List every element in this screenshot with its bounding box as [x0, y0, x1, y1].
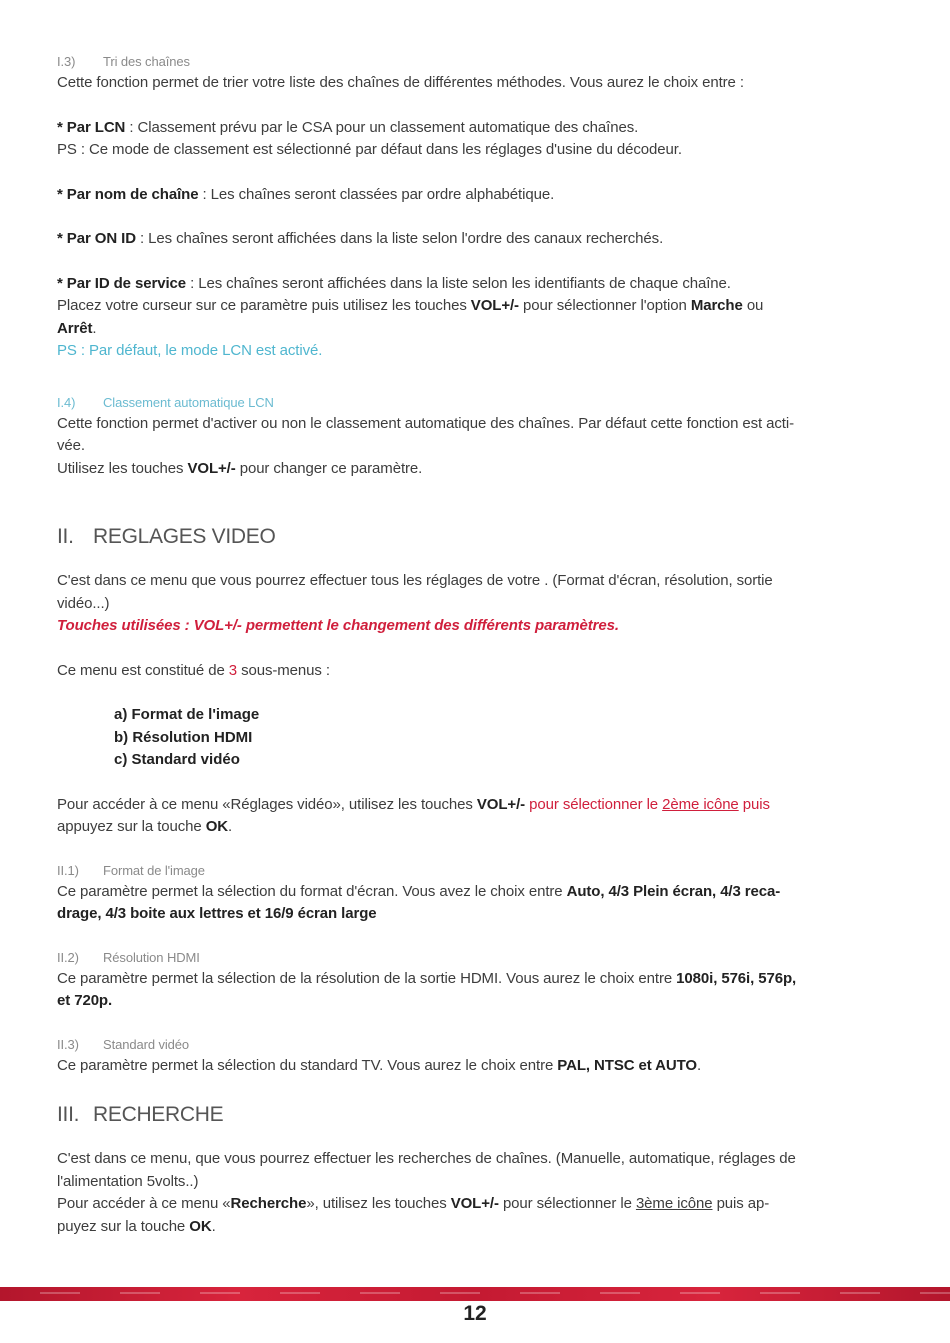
paragraph-ii2: Ce paramètre permet la sélection de la résolution de la sortie HDMI. Vous aurez le choix entre 1080i, 576i, 576p, et 720p. [57, 969, 797, 1009]
paragraph-ii3: Ce paramètre permet la sélection du standard TV. Vous aurez le choix entre PAL, NTSC et AUTO. [57, 1056, 702, 1074]
paragraph-iii-access: Pour accéder à ce menu «Recherche», utilisez les touches VOL+/- pour sélectionner le 3ème icône puis ap- puyez sur la touche OK. [57, 1195, 770, 1235]
subsection-heading-ii2: II.2) Résolution HDMI [57, 949, 200, 965]
paragraph-ii1: Ce paramètre permet la sélection du format d'écran. Vous avez le choix entre Auto, 4/3 Plein écran, 4/3 reca- drage, 4/3 boite aux lettres et 16/9 écran large [57, 882, 781, 922]
subsection-heading-ii1: II.1) Format de l'image [57, 862, 205, 878]
submenu-item-resolution: b) Résolution HDMI [114, 728, 253, 746]
option-lcn: * Par LCN : Classement prévu par le CSA pour un classement automatique des chaînes. [57, 118, 639, 136]
paragraph-ii-intro: C'est dans ce menu que vous pourrez effectuer tous les réglages de votre . (Format d'écran, résolution, sortie vidéo...) [57, 572, 773, 612]
paragraph-intro-i3: Cette fonction permet de trier votre liste des chaînes de différentes méthodes. Vous aurez le choix entre : [57, 74, 744, 91]
subsection-heading-ii3: II.3) Standard vidéo [57, 1036, 190, 1052]
link-2eme-icone: 2ème icône [662, 795, 739, 813]
keys-used-note: Touches utilisées : VOL+/- permettent le changement des différents paramètres. [57, 617, 619, 634]
option-service-id: * Par ID de service : Les chaînes seront affichées dans la liste selon les identifiants de chaque chaîne. [57, 274, 731, 292]
paragraph-i4-text: Cette fonction permet d'activer ou non le classement automatique des chaînes. Par défaut cette fonction est acti- vée. [57, 414, 794, 454]
note-lcn-ps: PS : Ce mode de classement est sélectionné par défaut dans les réglages d'usine du décodeur. [57, 141, 682, 158]
subsection-heading-i3: I.3) Tri des chaînes [57, 54, 190, 69]
page-number: 12 [463, 1302, 487, 1325]
page-content [57, 52, 887, 1238]
submenu-item-standard: c) Standard vidéo [114, 751, 240, 768]
link-3eme-icone: 3ème icône [635, 1195, 713, 1212]
paragraph-i4-use: Utilisez les touches VOL+/- pour changer ce paramètre. [57, 459, 423, 477]
footer-band [0, 1287, 950, 1301]
subsection-heading-i4: I.4) Classement automatique LCN [57, 394, 274, 410]
section-heading-iii: III. RECHERCHE [57, 1103, 224, 1126]
section-heading-ii: II. REGLAGES VIDEO [57, 525, 276, 548]
option-on-id: * Par ON ID : Les chaînes seront affichées dans la liste selon l'ordre des canaux recherchés. [57, 230, 664, 247]
note-default-lcn: PS : Par défaut, le mode LCN est activé. [57, 342, 323, 359]
paragraph-ii-access: Pour accéder à ce menu «Réglages vidéo», utilisez les touches VOL+/- pour sélectionner le 2ème icône puis appuyez sur la touche OK. [57, 795, 770, 835]
submenu-item-format: a) Format de l'image [114, 706, 260, 723]
paragraph-iii-intro: C'est dans ce menu, que vous pourrez effectuer les recherches de chaînes. (Manuelle, automatique, réglages de l'alimentation 5volts..) [57, 1150, 796, 1190]
paragraph-submenus: Ce menu est constitué de 3 sous-menus : [57, 661, 330, 679]
paragraph-cursor-instructions: Placez votre curseur sur ce paramètre puis utilisez les touches VOL+/- pour sélectionner l'option Marche ou Arrêt. [57, 297, 764, 337]
option-channel-name: * Par nom de chaîne : Les chaînes seront classées par ordre alphabétique. [57, 185, 555, 203]
